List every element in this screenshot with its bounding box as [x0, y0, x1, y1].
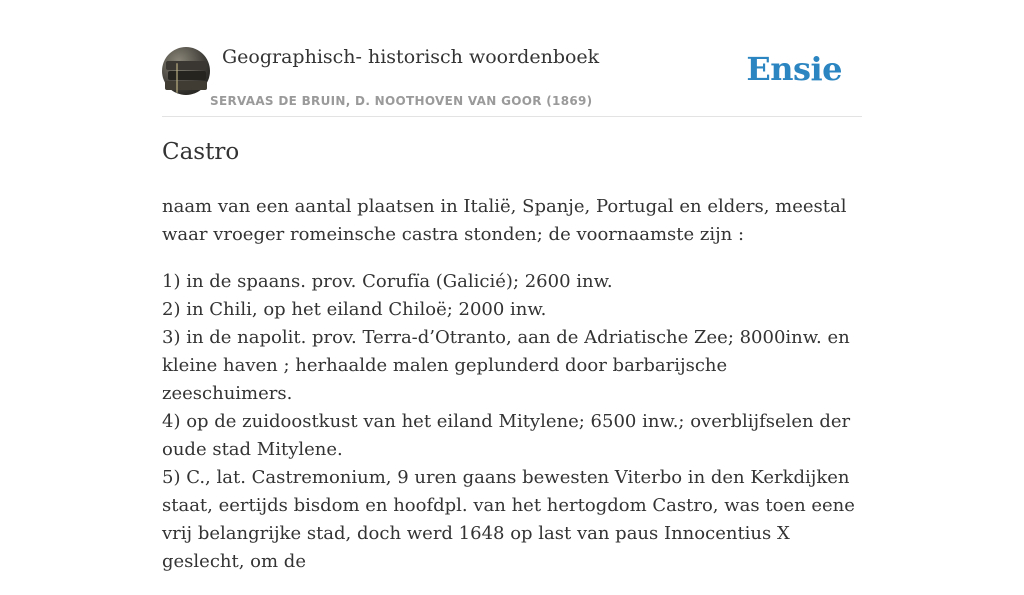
dictionary-authors: SERVAAS DE BRUIN, D. NOOTHOVEN VAN GOOR (1869) [210, 94, 593, 108]
dictionary-title[interactable]: Geographisch- historisch woordenboek [222, 46, 600, 68]
list-item: 4) op de zuidoostkust van het eiland Mitylene; 6500 inw.; overblijfselen der oude stad Mitylene. [162, 411, 851, 460]
ensie-logo[interactable]: Ensie [746, 50, 842, 88]
list-item: 5) C., lat. Castremonium, 9 uren gaans bewesten Viterbo in den Kerkdijken staat, eertijds bisdom en hoofdpl. van het hertogdom Castro, was toen eene vrij belangrijke stad, doch werd 1648 op last van paus Innocentius X geslecht, om de [162, 467, 855, 572]
entry-title: Castro [162, 139, 240, 165]
list-item: 3) in de napolit. prov. Terra-d’Otranto, aan de Adriatische Zee; 8000inw. en kleine haven ; herhaalde malen geplunderd door barbarijsche zeeschuimers. [162, 327, 850, 404]
list-item: 1) in de spaans. prov. Corufïa (Galicié); 2600 inw. [162, 271, 613, 292]
entry-intro: naam van een aantal plaatsen in Italië, Spanje, Portugal en elders, meestal waar vroeger romeinsche castra stonden; de voornaamste zijn : [162, 196, 847, 245]
dictionary-header [162, 40, 862, 117]
entry-list [162, 268, 862, 576]
list-item: 2) in Chili, op het eiland Chiloë; 2000 inw. [162, 299, 547, 320]
book-stack-icon[interactable] [162, 47, 210, 95]
entry-body [162, 193, 862, 595]
